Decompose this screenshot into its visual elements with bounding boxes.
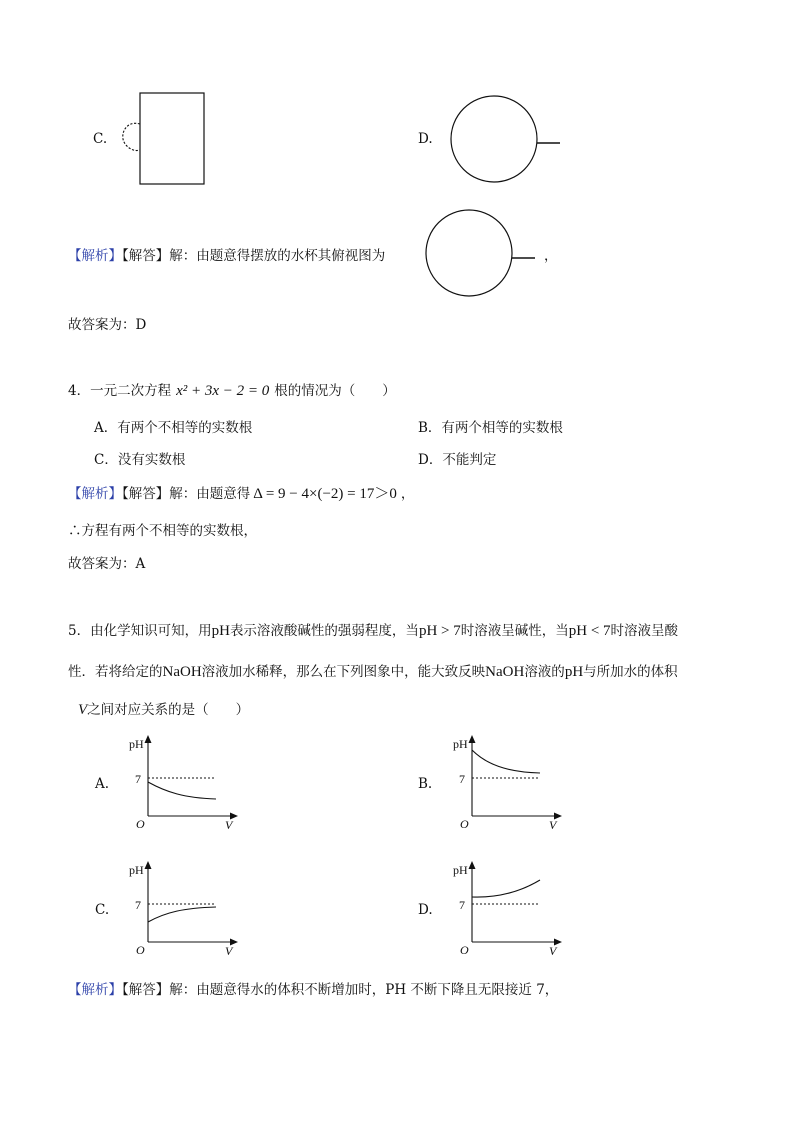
q5-text: 表示溶液酸碱性的强弱程度，当: [229, 623, 419, 639]
volume-symbol: V: [78, 702, 88, 718]
graph-b-origin-label: O: [460, 817, 469, 831]
graph-b-label[interactable]: B.: [418, 776, 433, 792]
graph-c-label[interactable]: C.: [95, 902, 110, 918]
q5-text: 5．由化学知识可知，用: [68, 623, 212, 639]
graph-b-y-label: pH: [453, 737, 468, 751]
graph-c: [124, 858, 244, 958]
q4-stem: [68, 379, 396, 400]
q5-text: 之间对应关系的是（ ）: [87, 702, 250, 718]
q3-trailing-comma: ，: [544, 248, 558, 264]
answer-top-view-figure: [425, 210, 540, 300]
q4-analysis-text: 解：由题意得: [169, 486, 251, 502]
cup-side-view-figure: [118, 90, 208, 190]
analysis-tag: 【解析】: [68, 248, 122, 264]
graph-d-label[interactable]: D.: [418, 902, 433, 918]
answer-tag: 【解答】: [122, 982, 170, 998]
graph-d-level-label: 7: [459, 898, 465, 912]
q4-option-d[interactable]: [418, 448, 496, 468]
option-label: D．: [418, 452, 443, 468]
graph-d-x-label: V: [549, 944, 557, 958]
ph-symbol: pH: [211, 623, 230, 639]
option-label: C．: [94, 452, 118, 468]
ph-symbol: pH: [564, 664, 584, 680]
q5-text: 性．若将给定的: [68, 664, 163, 680]
graph-b: [448, 732, 568, 832]
option-d-label: D.: [418, 131, 433, 147]
ph-condition-basic: pH > 7: [418, 623, 461, 639]
q5-line-2: [68, 660, 678, 681]
q5-analysis-text: 解：由题意得水的体积不断增加时，PH 不断下降且无限接近 7，: [169, 982, 559, 998]
q4-discriminant: Δ = 9 − 4×(−2) = 17＞0: [253, 486, 397, 502]
analysis-tag: 【解析】: [68, 982, 122, 998]
answer-tag: 【解答】: [122, 486, 170, 502]
q4-option-c[interactable]: [94, 448, 185, 468]
q4-stem-prefix: 4．一元二次方程: [68, 383, 172, 399]
naoh-formula: NaOH: [162, 664, 202, 680]
graph-a-level-label: 7: [135, 772, 141, 786]
graph-b-x-label: V: [549, 818, 557, 832]
q4-answer-line: 故答案为：A: [68, 556, 146, 572]
q5-text: 与所加水的体积: [583, 664, 678, 680]
graph-a-y-label: pH: [129, 737, 144, 751]
q4-trailing-comma: ，: [400, 486, 415, 502]
q5-text: 溶液加水稀释，那么在下列图象中，能大致反映: [201, 664, 486, 680]
graph-a-origin-label: O: [136, 817, 145, 831]
q3-answer-line: 故答案为：D: [68, 317, 147, 333]
option-c-label: C.: [93, 131, 108, 147]
cup-top-view-figure: [450, 95, 565, 185]
graph-c-x-label: V: [225, 944, 233, 958]
naoh-formula: NaOH: [485, 664, 525, 680]
q4-option-a[interactable]: [94, 416, 252, 436]
graph-a: [124, 732, 244, 832]
graph-a-label[interactable]: A.: [95, 776, 110, 792]
q4-conclusion: ∴方程有两个不相等的实数根，: [68, 523, 257, 539]
option-text: 不能判定: [442, 452, 497, 468]
q4-option-b[interactable]: [418, 416, 563, 436]
q4-analysis-line: [68, 482, 414, 503]
graph-c-level-label: 7: [135, 898, 141, 912]
q5-text: 时溶液呈酸: [610, 623, 679, 639]
q5-text: 溶液的: [524, 664, 565, 680]
q4-equation: x² + 3x − 2 = 0: [176, 383, 270, 399]
option-text: 没有实数根: [117, 452, 186, 468]
q5-line-1: [68, 619, 678, 640]
answer-tag: 【解答】: [122, 248, 170, 264]
option-text: 有两个不相等的实数根: [117, 420, 253, 436]
option-label: B．: [418, 420, 442, 436]
q4-stem-suffix: 根的情况为（ ）: [274, 383, 396, 399]
q3-analysis-text: 解：由题意得摆放的水杯其俯视图为: [169, 248, 386, 264]
q5-analysis-line: [68, 978, 558, 998]
option-text: 有两个相等的实数根: [441, 420, 563, 436]
ph-condition-acidic: pH < 7: [568, 623, 611, 639]
graph-d-y-label: pH: [453, 863, 468, 877]
option-label: A．: [94, 420, 118, 436]
graph-d-origin-label: O: [460, 943, 469, 957]
graph-b-level-label: 7: [459, 772, 465, 786]
graph-d: [448, 858, 568, 958]
q5-line-3: [78, 698, 249, 719]
q5-text: 时溶液呈碱性，当: [460, 623, 569, 639]
q3-analysis-line: [68, 244, 385, 264]
graph-c-origin-label: O: [136, 943, 145, 957]
graph-c-y-label: pH: [129, 863, 144, 877]
analysis-tag: 【解析】: [68, 486, 122, 502]
graph-a-x-label: V: [225, 818, 233, 832]
